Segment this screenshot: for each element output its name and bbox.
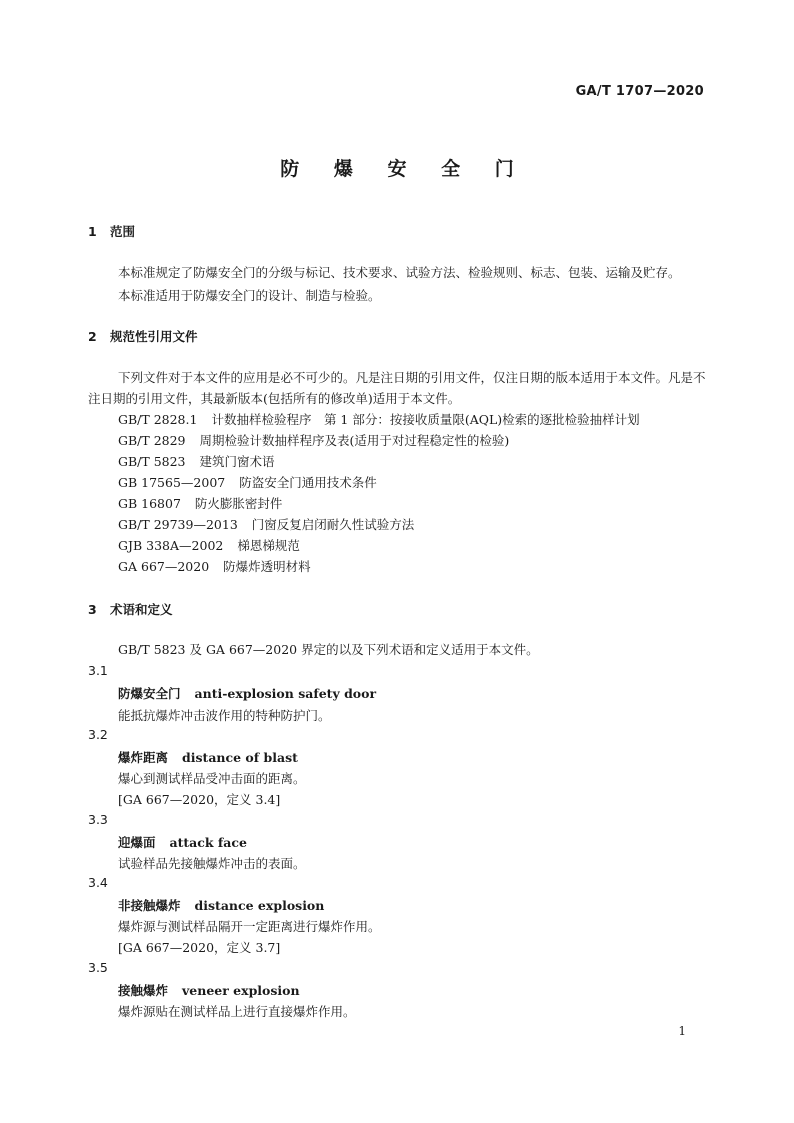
reference-title: 门窗反复启闭耐久性试验方法: [251, 517, 415, 532]
term-en: attack face: [169, 835, 247, 850]
reference-code: GB/T 2829: [118, 433, 186, 448]
terms-intro: GB/T 5823 及 GA 667—2020 界定的以及下列术语和定义适用于本文件。: [118, 642, 539, 657]
section-1-heading: [88, 222, 135, 240]
reference-title: 防火膨胀密封件: [194, 496, 283, 511]
term-source: [GA 667—2020，定义 3.7]: [118, 940, 281, 955]
term-definition: 爆炸源与测试样品隔开一定距离进行爆炸作用。: [118, 919, 381, 934]
reference-title: 计数抽样检验程序 第 1 部分：按接收质量限(AQL)检索的逐批检验抽样计划: [211, 412, 640, 427]
reference-title: 防爆炸透明材料: [223, 559, 311, 574]
reference-title: 防盗安全门通用技术条件: [239, 475, 377, 490]
reference-code: GJB 338A—2002: [118, 538, 224, 553]
term-en: distance explosion: [194, 898, 325, 913]
section-number: 3: [88, 602, 97, 617]
reference-code: GB 17565—2007: [118, 475, 226, 490]
term-number: 3.3: [88, 812, 108, 827]
reference-item: [118, 451, 275, 472]
standard-code: GA/T 1707—2020: [575, 84, 704, 99]
reference-code: GB/T 5823: [118, 454, 186, 469]
term-number: 3.2: [88, 727, 108, 742]
references-intro: 下列文件对于本文件的应用是必不可少的。凡是注日期的引用文件，仅注日期的版本适用于本文件。凡是不注日期的引用文件，其最新版本(包括所有的修改单)适用于本文件。: [88, 370, 706, 406]
reference-item: [118, 472, 377, 493]
section-title: 术语和定义: [110, 602, 173, 617]
term-zh: 非接触爆炸: [118, 898, 181, 913]
term-en: veneer explosion: [182, 983, 300, 998]
reference-code: GA 667—2020: [118, 559, 210, 574]
term-zh: 迎爆面: [118, 835, 156, 850]
section-2-heading: [88, 327, 198, 345]
page-number: 1: [678, 1024, 686, 1038]
term-zh: 爆炸距离: [118, 750, 169, 765]
term-heading: [118, 981, 300, 999]
document-title: 防 爆 安 全 门: [280, 158, 528, 180]
term-number: 3.1: [88, 663, 108, 678]
term-heading: [118, 684, 376, 702]
reference-code: GB/T 29739—2013: [118, 517, 238, 532]
section-title: 规范性引用文件: [110, 329, 198, 344]
term-zh: 接触爆炸: [118, 983, 169, 998]
reference-code: GB/T 2828.1: [118, 412, 198, 427]
reference-code: GB 16807: [118, 496, 181, 511]
reference-title: 梯恩梯规范: [237, 538, 300, 553]
reference-item: [118, 514, 414, 535]
reference-title: 周期检验计数抽样程序及表(适用于对过程稳定性的检验): [199, 433, 510, 448]
section-number: 1: [88, 224, 97, 239]
term-zh: 防爆安全门: [118, 686, 181, 701]
term-definition: 能抵抗爆炸冲击波作用的特种防护门。: [118, 708, 331, 723]
reference-title: 建筑门窗术语: [199, 454, 275, 469]
term-en: distance of blast: [182, 750, 298, 765]
term-number: 3.4: [88, 875, 108, 890]
term-heading: [118, 896, 324, 914]
section-title: 范围: [110, 224, 136, 239]
reference-item: [118, 535, 300, 556]
term-number: 3.5: [88, 960, 108, 975]
term-heading: [118, 833, 247, 851]
section-3-heading: [88, 600, 173, 618]
term-definition: 试验样品先接触爆炸冲击的表面。: [118, 856, 306, 871]
reference-item: [118, 556, 311, 577]
section-number: 2: [88, 329, 97, 344]
reference-item: [118, 430, 509, 451]
scope-paragraph-1: 本标准规定了防爆安全门的分级与标记、技术要求、试验方法、检验规则、标志、包装、运输及贮存。: [118, 265, 681, 280]
term-heading: [118, 748, 298, 766]
reference-item: [118, 493, 282, 514]
scope-paragraph-2: 本标准适用于防爆安全门的设计、制造与检验。: [118, 288, 381, 303]
term-en: anti-explosion safety door: [194, 686, 377, 701]
term-source: [GA 667—2020，定义 3.4]: [118, 792, 281, 807]
term-definition: 爆心到测试样品受冲击面的距离。: [118, 771, 306, 786]
reference-item: [118, 409, 640, 430]
term-definition: 爆炸源贴在测试样品上进行直接爆炸作用。: [118, 1004, 356, 1019]
